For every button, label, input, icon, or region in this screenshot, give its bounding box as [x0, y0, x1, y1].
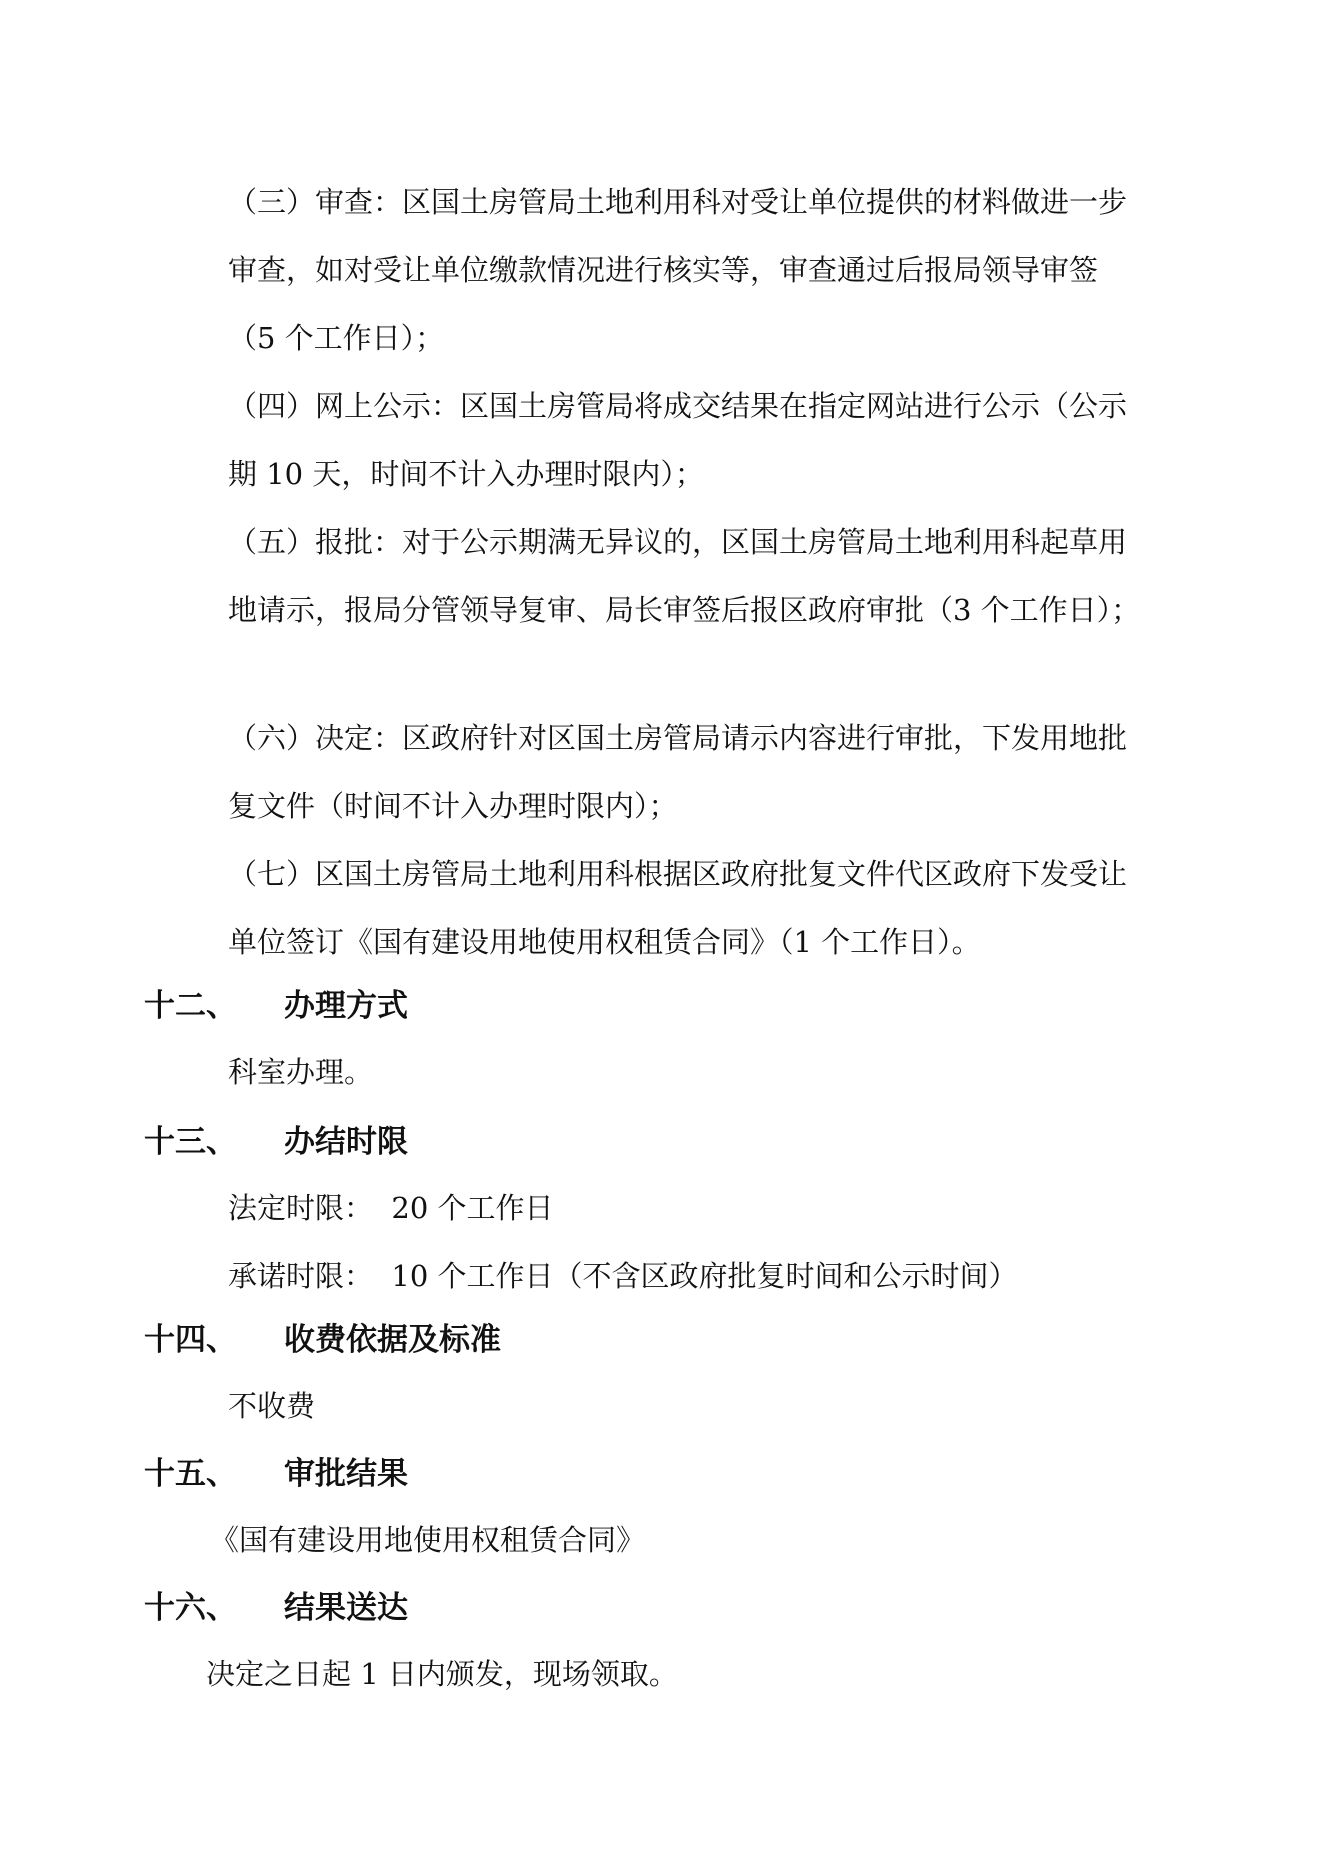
- section-13-number: 十三、: [144, 1124, 237, 1160]
- section-12-heading: [144, 984, 408, 1028]
- section-13-title: 办结时限: [284, 1124, 408, 1160]
- step-7-line-2: 单位签订《国有建设用地使用权租赁合同》（1 个工作日）。: [228, 925, 981, 959]
- section-16-heading: [144, 1586, 408, 1630]
- section-16-title: 结果送达: [284, 1590, 408, 1626]
- section-12-number: 十二、: [144, 988, 237, 1024]
- step-4-line-1: （四）网上公示：区国土房管局将成交结果在指定网站进行公示（公示: [228, 389, 1128, 423]
- step-4-line-2: 期 10 天，时间不计入办理时限内）；: [228, 457, 704, 491]
- section-14-body: 不收费: [228, 1389, 316, 1423]
- promised-time-limit: 承诺时限： 10 个工作日（不含区政府批复时间和公示时间）: [228, 1259, 1018, 1293]
- section-15-title: 审批结果: [284, 1456, 408, 1492]
- section-16-body: 决定之日起 1 日内颁发，现场领取。: [206, 1657, 678, 1691]
- section-14-number: 十四、: [144, 1322, 237, 1358]
- section-15-number: 十五、: [144, 1456, 237, 1492]
- section-16-number: 十六、: [144, 1590, 237, 1626]
- section-15-heading: [144, 1452, 408, 1496]
- step-6-line-1: （六）决定：区政府针对区国土房管局请示内容进行审批，下发用地批: [228, 721, 1128, 755]
- step-3-line-3: （5 个工作日）；: [228, 321, 445, 355]
- section-12-title: 办理方式: [284, 988, 408, 1024]
- step-3-line-2: 审查，如对受让单位缴款情况进行核实等，审查通过后报局领导审签: [228, 253, 1099, 287]
- step-5-line-2: 地请示，报局分管领导复审、局长审签后报区政府审批（3 个工作日）；: [228, 593, 1141, 627]
- section-14-heading: [144, 1318, 501, 1362]
- step-6-line-2: 复文件（时间不计入办理时限内）；: [228, 789, 678, 823]
- section-12-body: 科室办理。: [228, 1055, 374, 1089]
- step-7-line-1: （七）区国土房管局土地利用科根据区政府批复文件代区政府下发受让: [228, 857, 1128, 891]
- section-13-heading: [144, 1120, 408, 1164]
- step-3-line-1: （三）审查：区国土房管局土地利用科对受让单位提供的材料做进一步: [228, 185, 1128, 219]
- step-5-line-1: （五）报批：对于公示期满无异议的，区国土房管局土地利用科起草用: [228, 525, 1128, 559]
- legal-time-limit: 法定时限： 20 个工作日: [228, 1191, 554, 1225]
- section-14-title: 收费依据及标准: [284, 1322, 501, 1358]
- section-15-body: 《国有建设用地使用权租赁合同》: [210, 1523, 646, 1557]
